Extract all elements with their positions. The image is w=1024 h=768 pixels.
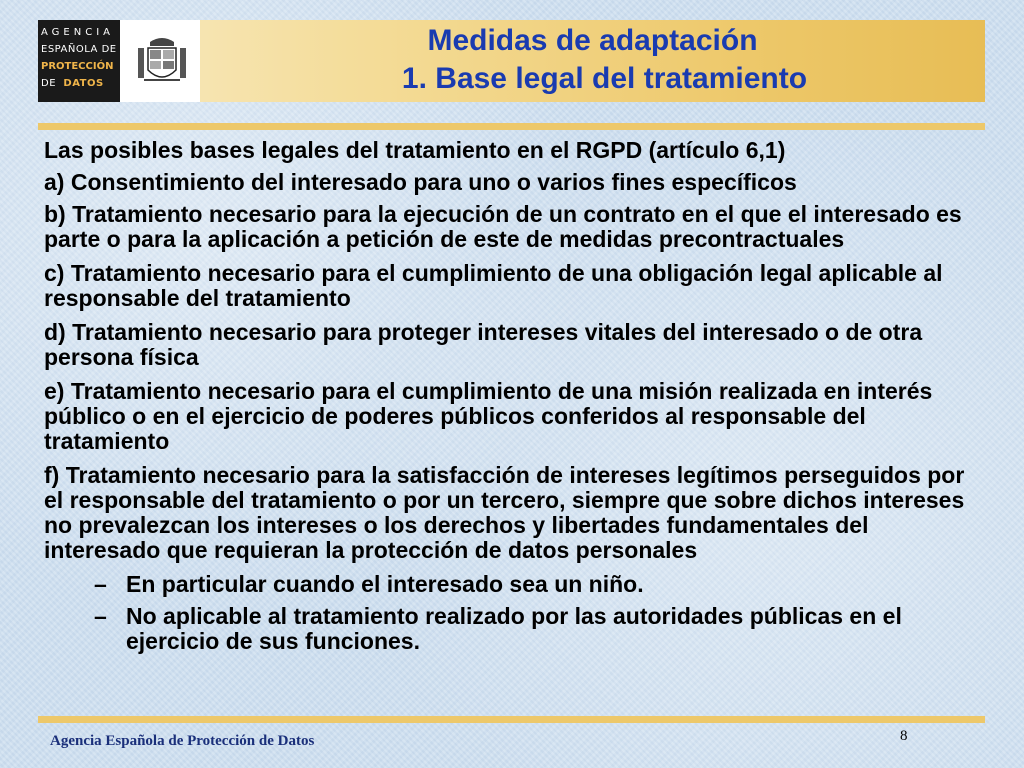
sub-item-text: No aplicable al tratamiento realizado por las autoridades públicas en el ejercicio de sus funciones. [126, 603, 902, 654]
logo-word-datos: DATOS [63, 78, 104, 89]
slide-title [200, 22, 985, 98]
logo-line-2: ESPAÑOLA DE [41, 44, 117, 55]
dash-bullet: – [94, 571, 107, 597]
basis-item-a: a) Consentimiento del interesado para uno o varios fines específicos [44, 169, 797, 195]
logo-line-1: AGENCIA [41, 27, 114, 38]
basis-item-e: e) Tratamiento necesario para el cumplimiento de una misión realizada en interés público o en el ejercicio de poderes públicos conferidos al responsable del tratamiento [44, 378, 933, 454]
title-line-2: 1. Base legal del tratamiento [401, 62, 808, 95]
intro-text: Las posibles bases legales del tratamiento en el RGPD (artículo 6,1) [44, 137, 786, 163]
logo-wordmark [38, 20, 120, 102]
basis-item-c: c) Tratamiento necesario para el cumplimiento de una obligación legal aplicable al responsable del tratamiento [44, 260, 943, 311]
page-number: 8 [900, 728, 908, 744]
sub-item-text: En particular cuando el interesado sea un niño. [126, 571, 644, 597]
slide-body [44, 138, 979, 654]
logo-line-3: PROTECCIÓN [41, 61, 114, 72]
logo-word-de: DE [41, 78, 57, 89]
basis-item-d: d) Tratamiento necesario para proteger intereses vitales del interesado o de otra persona física [44, 319, 923, 370]
basis-item-b: b) Tratamiento necesario para la ejecución de un contrato en el que el interesado es parte o para la aplicación a petición de este de medidas precontractuales [44, 201, 962, 252]
agency-logo [38, 20, 200, 102]
footer-organization: Agencia Española de Protección de Datos [50, 733, 315, 749]
top-divider [38, 123, 985, 130]
sub-item-children [44, 572, 979, 597]
basis-item-f: f) Tratamiento necesario para la satisfacción de intereses legítimos perseguidos por el responsable del tratamiento o por un tercero, siempre que sobre dichos intereses no prevalezcan los intereses o los derechos y libertades fundamentales del interesado que requieran la protección de datos personales [44, 462, 965, 563]
coat-of-arms-icon [136, 34, 188, 90]
sub-item-public-authorities [44, 604, 979, 654]
logo-line-4 [41, 77, 120, 94]
title-line-1: Medidas de adaptación [427, 24, 758, 57]
bottom-divider [38, 716, 985, 723]
dash-bullet: – [94, 603, 107, 629]
